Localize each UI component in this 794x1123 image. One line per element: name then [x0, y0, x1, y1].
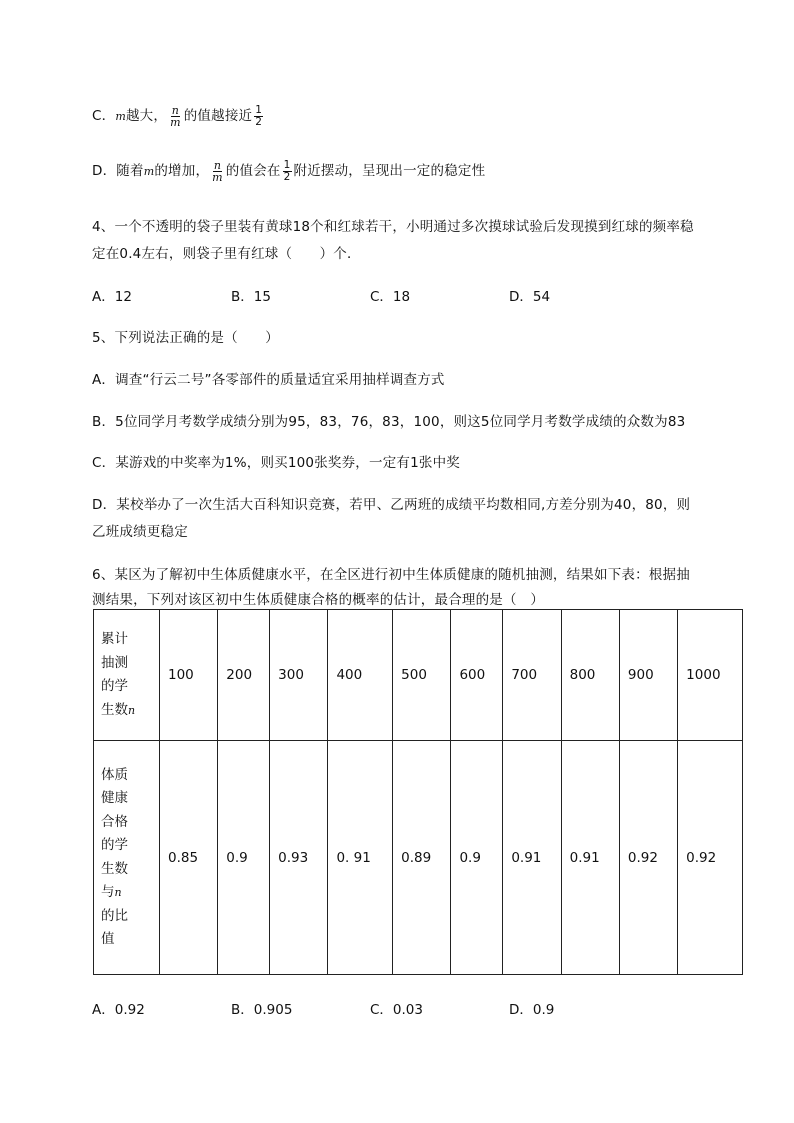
- option-c-after: 的值越接近: [183, 108, 253, 124]
- variable-m: m: [143, 165, 155, 178]
- q4-option-b: B．15: [231, 289, 271, 305]
- table-cell: 0.91: [503, 741, 561, 975]
- q6-stem-line1: 6、某区为了解初中生体质健康水平，在全区进行初中生体质健康的随机抽测，结果如下表：根据抽: [92, 567, 690, 583]
- q5-option-b: B．5位同学月考数学成绩分别为95，83，76，83，100，则这5位同学月考数学成绩的众数为83: [92, 414, 686, 430]
- table-cell: 0.89: [393, 741, 451, 975]
- option-c-prefix: C．: [92, 108, 116, 124]
- variable-n: n: [128, 703, 136, 717]
- option-d-mid: 的增加，: [154, 163, 210, 179]
- row1-header-cell: 累计 抽测 的学 生数n: [94, 610, 160, 741]
- variable-m: m: [115, 110, 126, 123]
- table-cell: 600: [451, 610, 503, 741]
- table-cell: 700: [503, 610, 561, 741]
- option-d-prefix: D．随着: [92, 163, 144, 179]
- table-cell: 1000: [678, 610, 743, 741]
- q6-option-d: D．0.9: [509, 1002, 555, 1018]
- table-cell: 0.92: [619, 741, 677, 975]
- fraction-n-over-m: $\frac{n}{m}$: [212, 158, 223, 184]
- q5-option-d-line1: D．某校举办了一次生活大百科知识竞赛，若甲、乙两班的成绩平均数相同,方差分别为40，80，则: [92, 497, 691, 513]
- option-c-mid: 越大，: [125, 108, 168, 124]
- q4-stem-line1: 4、一个不透明的袋子里装有黄球18个和红球若干，小明通过多次摸球试验后发现摸到红球的频率稳: [92, 219, 694, 235]
- option-d-line: [92, 159, 485, 183]
- q5-stem: 5、下列说法正确的是（ ）: [92, 330, 279, 346]
- q4-option-c: C．18: [370, 289, 411, 305]
- table-cell: 100: [160, 610, 218, 741]
- fraction-n-over-m: $\frac{n}{m}$: [170, 103, 181, 129]
- q6-stem-line2: 测结果，下列对该区初中生体质健康合格的概率的估计，最合理的是（ ）: [92, 592, 545, 608]
- q5-option-a: A．调查“行云二号”各零部件的质量适宜采用抽样调查方式: [92, 372, 445, 388]
- table-cell: 900: [619, 610, 677, 741]
- q4-options: [92, 285, 648, 305]
- q5-option-d-line2: 乙班成绩更稳定: [92, 524, 188, 540]
- variable-n: n: [114, 886, 122, 899]
- table-cell: 0.92: [678, 741, 743, 975]
- q6-options: [92, 998, 648, 1018]
- table-row-pass-ratio: [94, 741, 743, 975]
- q4-option-a: A．12: [92, 289, 132, 305]
- q6-data-table: [93, 609, 743, 975]
- table-cell: 0.85: [160, 741, 218, 975]
- option-c-line: [92, 104, 265, 128]
- table-row-sample-count: [94, 610, 743, 741]
- table-cell: 0. 91: [328, 741, 393, 975]
- q5-option-c: C．某游戏的中奖率为1%，则买100张奖券，一定有1张中奖: [92, 455, 460, 471]
- table-cell: 400: [328, 610, 393, 741]
- q6-option-a: A．0.92: [92, 1002, 145, 1018]
- table-cell: 0.9: [218, 741, 270, 975]
- q6-option-c: C．0.03: [370, 1002, 423, 1018]
- fraction-one-half: $\frac{1}{2}$: [283, 158, 291, 183]
- table-cell: 200: [218, 610, 270, 741]
- q4-option-d: D．54: [509, 289, 551, 305]
- q4-stem-line2: 定在0.4左右，则袋子里有红球（ ）个．: [92, 246, 361, 262]
- table-cell: 0.91: [561, 741, 619, 975]
- table-cell: 0.93: [270, 741, 328, 975]
- row2-header-cell: 体质 健康 合格 的学 生数 与n 的比 值: [94, 741, 160, 975]
- fraction-one-half: $\frac{1}{2}$: [255, 103, 263, 128]
- option-d-after: 的值会在: [225, 163, 281, 179]
- option-d-tail: 附近摆动，呈现出一定的稳定性: [293, 163, 486, 179]
- table-cell: 800: [561, 610, 619, 741]
- table-cell: 0.9: [451, 741, 503, 975]
- q6-option-b: B．0.905: [231, 1002, 293, 1018]
- table-cell: 500: [393, 610, 451, 741]
- table-cell: 300: [270, 610, 328, 741]
